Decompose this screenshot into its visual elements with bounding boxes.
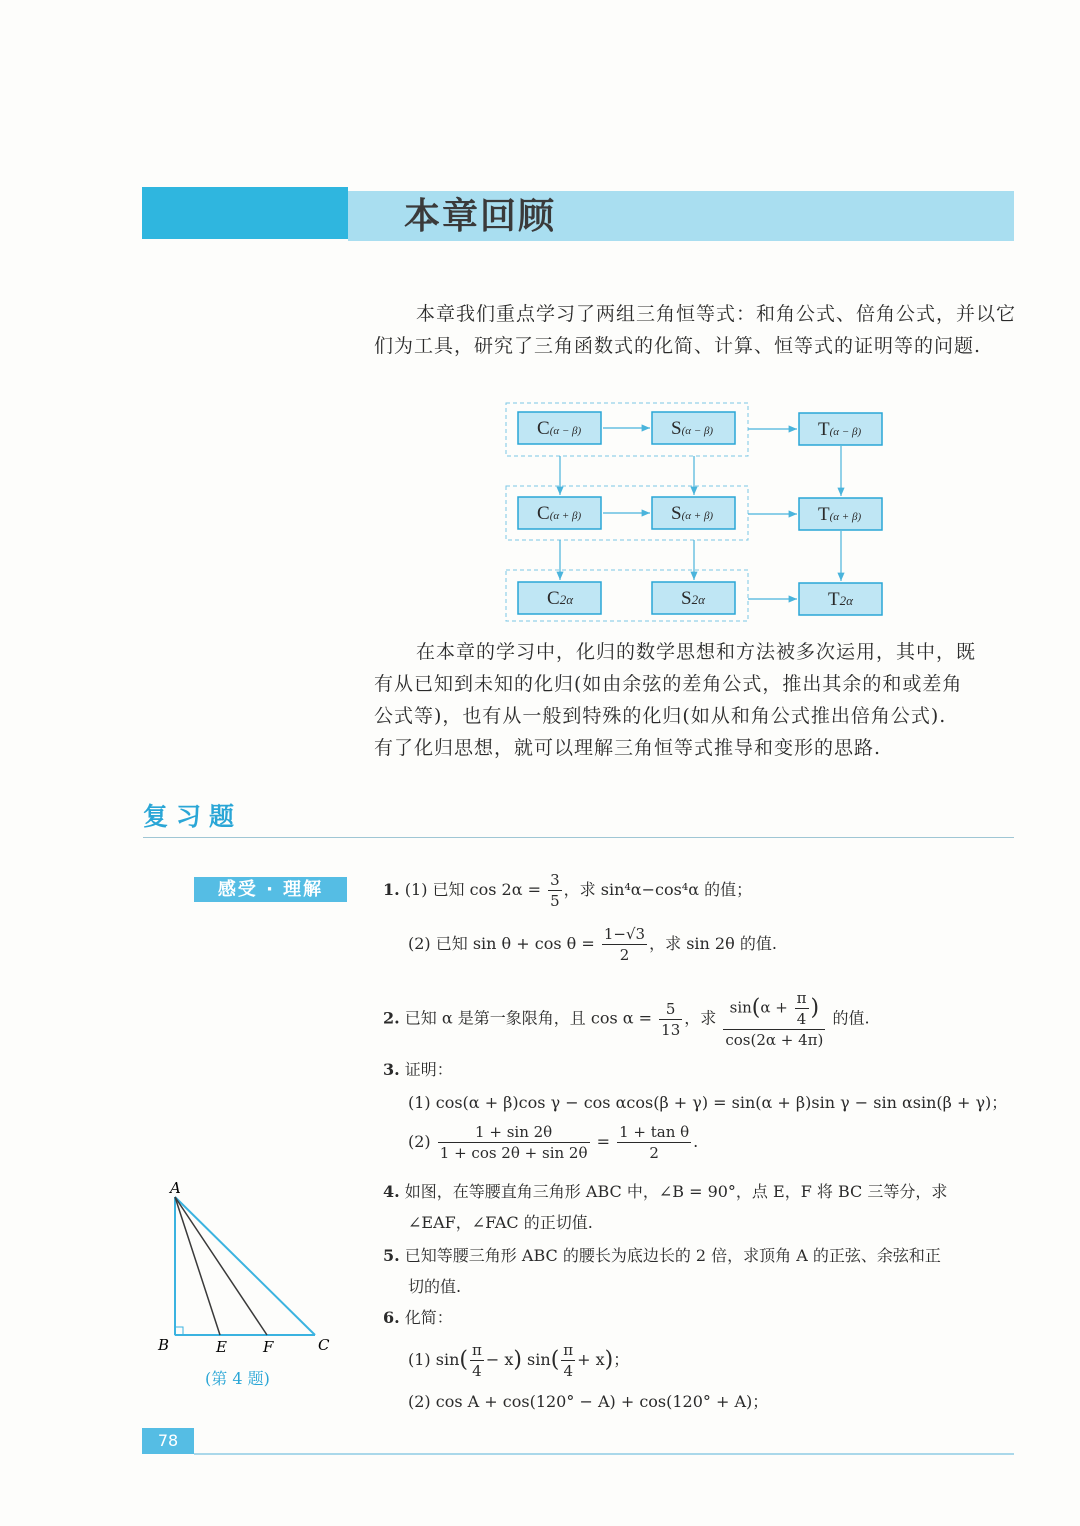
svg-text:S(α + β): S(α + β) — [671, 503, 714, 524]
problem-3b: (2) $\frac{1 + \sin 2\theta}{1 + \cos 2\theta + \sin 2\theta}$ = $\frac{\text{1 + tan θ}}{2}$ . — [408, 1123, 699, 1162]
problem-4-cont: ∠EAF，∠FAC 的正切值. — [408, 1213, 593, 1232]
label-f: F — [263, 1338, 274, 1356]
category-tag: 感受 · 理解 — [194, 877, 347, 902]
svg-text:S2α: S2α — [681, 588, 705, 609]
problem-3a: (1) cos(α + β)cos γ − cos αcos(β + γ) = sin(α + β)sin γ − sin αsin(β + γ)； — [408, 1093, 1008, 1112]
fraction: $\frac{1 + \sin 2\theta}{1 + \cos 2\theta + \sin 2\theta}$ — [439, 1123, 588, 1162]
problem-6b: (2) cos A + cos(120° − A) + cos(120° + A)； — [408, 1392, 769, 1411]
label-a: A — [170, 1179, 181, 1197]
problem-5: 5. 已知等腰三角形 ABC 的腰长为底边长的 2 倍，求顶角 A 的正弦、余弦和正 — [383, 1246, 941, 1265]
problem-6-title: 6. 化简： — [383, 1308, 453, 1327]
formula-diagram — [500, 398, 900, 624]
fraction: $\frac{1-√3}{2}$ — [603, 925, 646, 964]
svg-text:C(α + β): C(α + β) — [537, 503, 582, 524]
summary-line: 有了化归思想，就可以理解三角恒等式推导和变形的思路. — [374, 737, 882, 759]
svg-text:T(α + β): T(α + β) — [818, 504, 862, 525]
problem-6a: (1) sin( $\frac{\pi}{4}$ − x) sin( $\frac{\pi}{4}$ + x)； — [408, 1341, 630, 1380]
problem-3-title: 3. 证明： — [383, 1060, 453, 1079]
summary-line: 公式等)，也有从一般到特殊的化归(如从和角公式推出倍角公式). — [374, 705, 947, 727]
banner-dark-block — [142, 187, 348, 239]
svg-text:T(α − β): T(α − β) — [818, 419, 862, 440]
problem-4: 4. 如图，在等腰直角三角形 ABC 中，∠B = 90°，点 E，F 将 BC 三等分，求 — [383, 1182, 948, 1201]
chapter-title: 本章回顾 — [404, 195, 557, 237]
fraction: $\frac{5}{13}$ — [661, 999, 681, 1039]
section-divider — [143, 837, 1014, 838]
summary-line: 在本章的学习中，化归的数学思想和方法被多次运用，其中，既 — [416, 641, 977, 663]
page-number: 78 — [142, 1428, 194, 1454]
triangle-figure — [150, 1175, 350, 1365]
figure-caption: (第 4 题) — [205, 1369, 270, 1388]
intro-text: 本章我们重点学习了两组三角恒等式：和角公式、倍角公式，并以它们为工具，研究了三角函数式的化简、计算、恒等式的证明等的问题. — [374, 303, 1017, 357]
summary-paragraph — [374, 636, 1020, 764]
fraction-expression: sin(α + $\frac{\pi}{4}$ ) cos(2α + 4π) — [725, 989, 824, 1049]
footer-line — [194, 1453, 1014, 1455]
svg-text:T2α: T2α — [828, 589, 853, 610]
summary-line: 有从已知到未知的化归(如由余弦的差角公式，推出其余的和或差角 — [374, 673, 963, 695]
svg-text:C2α: C2α — [547, 588, 574, 609]
label-b: B — [158, 1336, 170, 1354]
label-e: E — [216, 1338, 227, 1356]
fraction: $\frac{\text{1 + tan θ}}{2}$ — [619, 1123, 690, 1162]
fraction: $\frac{3}{5}$ — [550, 871, 560, 910]
problem-1a: 1. (1) 已知 cos 2α = $\frac{3}{5}$ ，求 sin⁴α−cos⁴α 的值； — [383, 871, 753, 910]
problem-1b: (2) 已知 sin θ + cos θ = $\frac{1-√3}{2}$ ，求 sin 2θ 的值. — [408, 925, 777, 964]
label-c: C — [318, 1336, 330, 1354]
problem-5-cont: 切的值. — [408, 1277, 462, 1296]
svg-text:S(α − β): S(α − β) — [671, 418, 714, 439]
problem-2: 2. 已知 α 是第一象限角，且 cos α = $\frac{5}{13}$ ，求 sin(α + $\frac{\pi}{4}$ ) cos(2α + 4π) 的值. — [383, 989, 870, 1049]
intro-paragraph — [374, 298, 1020, 362]
section-title: 复习题 — [143, 802, 243, 831]
svg-text:C(α − β): C(α − β) — [537, 418, 582, 439]
